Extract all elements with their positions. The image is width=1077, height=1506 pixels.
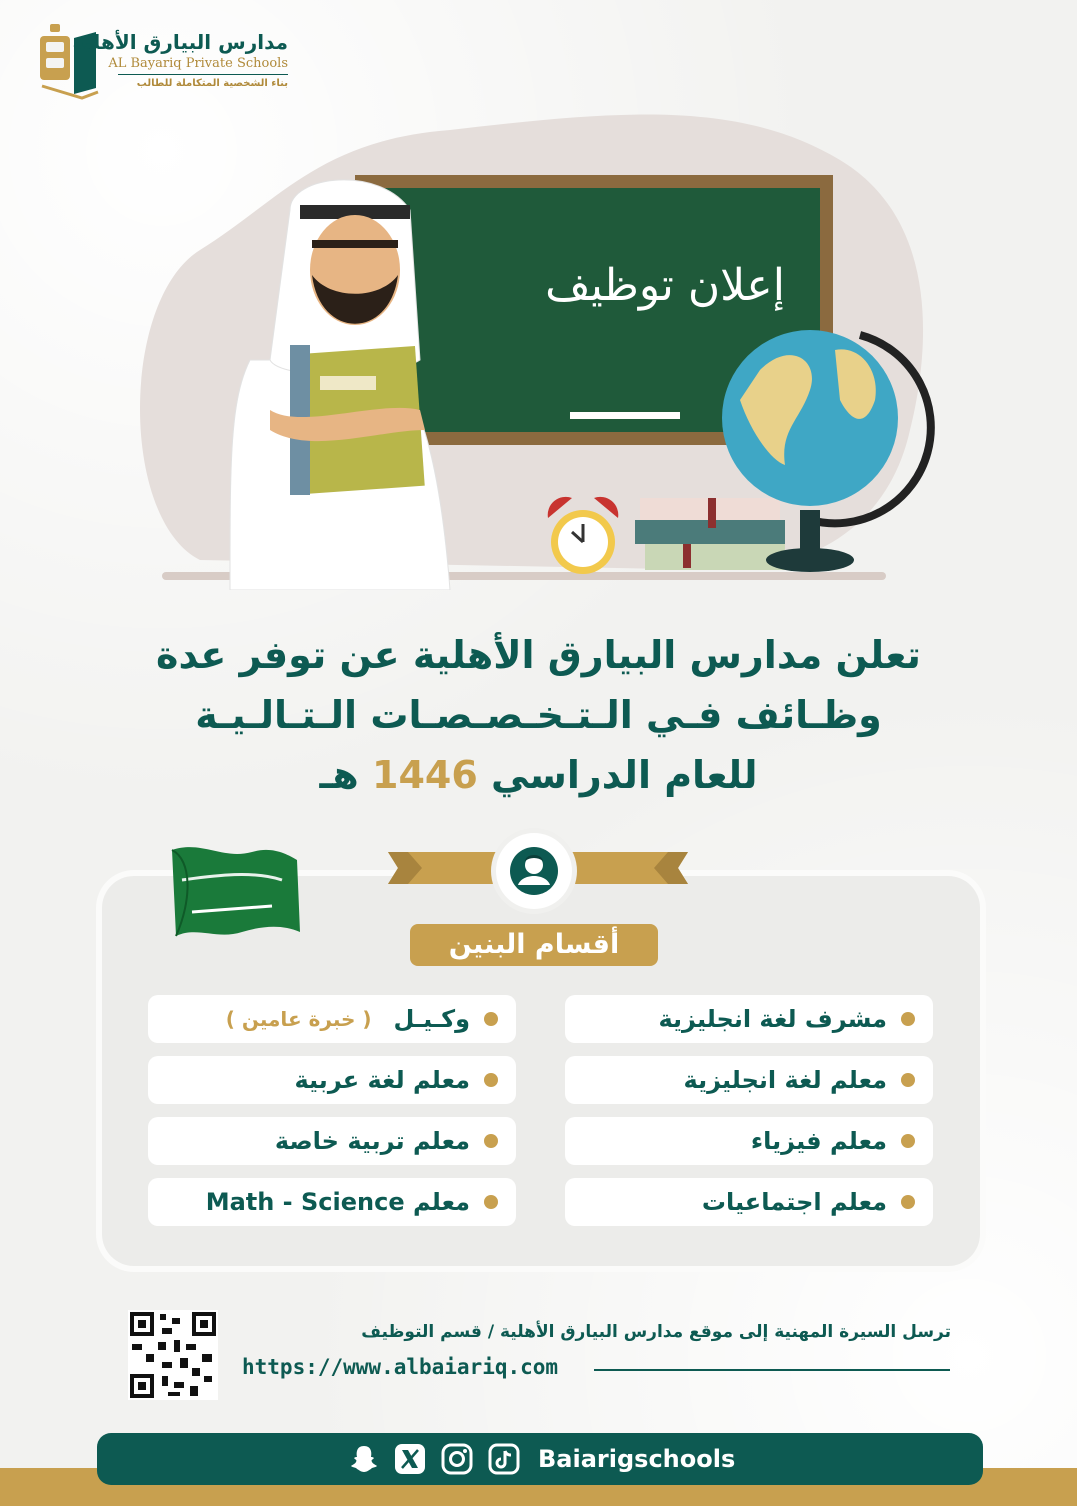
headline-line-1: تعلن مدارس البيارق الأهلية عن توفر عدة — [156, 633, 921, 677]
hero-illustration — [120, 100, 940, 590]
avatar — [496, 833, 572, 909]
job-item — [565, 1117, 933, 1165]
headline — [100, 625, 977, 805]
job-note: ( خبرة عامين ) — [225, 1007, 372, 1031]
bullet-icon — [901, 1134, 915, 1148]
x-icon[interactable] — [394, 1443, 426, 1475]
job-label: معلم فيزياء — [750, 1127, 887, 1155]
job-label: معلم Math - Science — [205, 1188, 470, 1216]
job-label: وكـيـل — [393, 1005, 470, 1033]
logo-name-arabic: مدارس البيارق الأهلية — [72, 30, 288, 54]
headline-line-3 — [100, 745, 977, 805]
job-item — [565, 995, 933, 1043]
headline-line-3-suffix: هـ — [319, 753, 359, 797]
job-item — [148, 995, 516, 1043]
teacher-illustration — [120, 100, 940, 590]
website-link[interactable]: https://www.albaiariq.com — [242, 1355, 559, 1379]
bullet-icon — [901, 1073, 915, 1087]
logo-name-english: AL Bayariq Private Schools — [108, 56, 288, 71]
section-title: أقسام البنين — [410, 924, 658, 966]
job-item — [148, 1117, 516, 1165]
school-logo — [38, 22, 288, 102]
job-item — [148, 1056, 516, 1104]
instagram-icon[interactable] — [441, 1443, 473, 1475]
bullet-icon — [484, 1012, 498, 1026]
apply-divider — [594, 1369, 950, 1371]
job-label: معلم لغة انجليزية — [683, 1066, 887, 1094]
snapchat-icon[interactable] — [348, 1443, 380, 1475]
logo-tagline: بناء الشخصية المتكاملة للطالب — [136, 78, 288, 89]
bullet-icon — [484, 1134, 498, 1148]
job-label: معلم لغة عربية — [294, 1066, 470, 1094]
bullet-icon — [484, 1073, 498, 1087]
tiktok-icon[interactable] — [488, 1443, 520, 1475]
job-label: معلم تربية خاصة — [274, 1127, 470, 1155]
job-label: معلم اجتماعيات — [701, 1188, 887, 1216]
headline-line-3-prefix: للعام الدراسي — [491, 753, 758, 797]
logo-divider — [118, 74, 288, 75]
bullet-icon — [484, 1195, 498, 1209]
apply-instructions: ترسل السيرة المهنية إلى موقع مدارس البيارق الأهلية / قسم التوظيف — [361, 1322, 951, 1342]
academic-year: 1446 — [372, 753, 478, 797]
bullet-icon — [901, 1195, 915, 1209]
job-item — [565, 1056, 933, 1104]
job-item — [565, 1178, 933, 1226]
bullet-icon — [901, 1012, 915, 1026]
headline-line-2: وظـائف فـي الـتـخـصـصـات الـتـالـيـة — [195, 693, 882, 737]
qr-code[interactable] — [128, 1310, 218, 1400]
saudi-flag-icon — [162, 840, 302, 950]
board-text: إعلان توظيف — [545, 260, 785, 311]
user-icon — [496, 833, 572, 909]
social-handle[interactable]: Baiarigschools — [538, 1445, 736, 1473]
job-label: مشرف لغة انجليزية — [658, 1005, 887, 1033]
job-item — [148, 1178, 516, 1226]
